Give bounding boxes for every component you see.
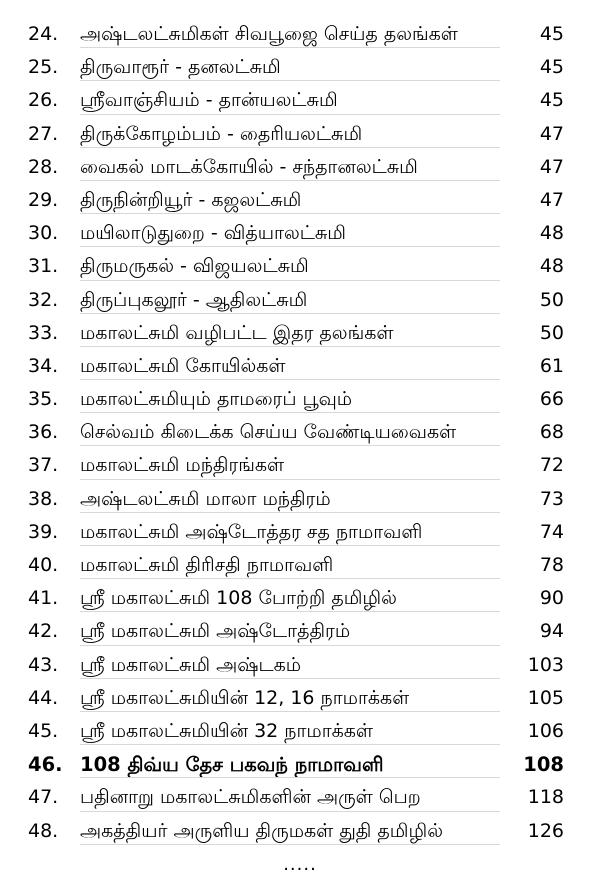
entry-number: 25. <box>28 56 59 79</box>
entry-page-number: 118 <box>527 786 564 809</box>
entry-title: வைகல் மாடக்கோயில் - சந்தானலட்சுமி <box>80 155 418 178</box>
toc-entry-31 <box>0 250 600 283</box>
entry-page-number: 47 <box>539 122 564 145</box>
entry-number: 47. <box>28 786 59 809</box>
entry-page-number: 126 <box>527 819 564 842</box>
entry-page-number: 66 <box>539 388 564 411</box>
toc-entry-38 <box>0 483 600 516</box>
entry-number: 34. <box>28 354 59 377</box>
entry-title: ஸ்ரீ மகாலட்சுமி அஷ்டோத்திரம் <box>80 620 351 643</box>
entry-number: 48. <box>28 819 59 842</box>
toc-entry-40 <box>0 549 600 582</box>
toc-entry-47 <box>0 781 600 814</box>
entry-title: திருக்கோழம்பம் - தைரியலட்சுமி <box>80 122 363 145</box>
entry-number: 29. <box>28 188 59 211</box>
entry-number: 33. <box>28 321 59 344</box>
toc-entry-44 <box>0 682 600 715</box>
table-of-contents <box>0 18 600 848</box>
entry-title: மயிலாடுதுறை - வித்யாலட்சுமி <box>80 222 346 245</box>
entry-title: பதினாறு மகாலட்சுமிகளின் அருள் பெற <box>80 786 421 809</box>
toc-entry-46 <box>0 748 600 781</box>
toc-entry-45 <box>0 715 600 748</box>
toc-entry-30 <box>0 217 600 250</box>
entry-page-number: 72 <box>539 454 564 477</box>
entry-number: 41. <box>28 587 59 610</box>
entry-number: 43. <box>28 653 59 676</box>
toc-entry-34 <box>0 350 600 383</box>
entry-number: 36. <box>28 421 59 444</box>
entry-title: மகாலட்சுமி திரிசதி நாமாவளி <box>80 554 334 576</box>
entry-title: ஸ்ரீ மகாலட்சுமியின் 32 நாமாக்கள் <box>80 719 374 742</box>
entry-title: செல்வம் கிடைக்க செய்ய வேண்டியவைகள் <box>80 421 457 444</box>
entry-number: 24. <box>28 23 59 45</box>
entry-page-number: 47 <box>539 155 564 178</box>
toc-entry-41 <box>0 582 600 615</box>
toc-entry-48 <box>0 815 600 848</box>
entry-title: திருவாரூர் - தனலட்சுமி <box>80 56 281 79</box>
continuation-ellipsis: ..... <box>283 854 317 875</box>
entry-number: 46. <box>28 753 63 777</box>
entry-number: 26. <box>28 89 59 112</box>
entry-page-number: 45 <box>539 56 564 79</box>
toc-entry-26 <box>0 84 600 117</box>
entry-title: மகாலட்சுமி மந்திரங்கள் <box>80 454 285 477</box>
toc-entry-24 <box>0 18 600 51</box>
entry-page-number: 47 <box>539 188 564 211</box>
toc-entry-35 <box>0 383 600 416</box>
entry-title: அஷ்டலட்சுமிகள் சிவபூஜை செய்த தலங்கள் <box>80 23 458 45</box>
entry-number: 35. <box>28 388 59 411</box>
entry-page-number: 103 <box>527 653 564 676</box>
entry-number: 39. <box>28 520 59 543</box>
toc-entry-33 <box>0 317 600 350</box>
entry-title: அகத்தியர் அருளிய திருமகள் துதி தமிழில் <box>80 819 443 842</box>
entry-page-number: 78 <box>539 554 564 576</box>
toc-entry-25 <box>0 51 600 84</box>
toc-entry-29 <box>0 184 600 217</box>
toc-entry-36 <box>0 416 600 449</box>
toc-entry-32 <box>0 284 600 317</box>
entry-title: மகாலட்சுமி வழிபட்ட இதர தலங்கள் <box>80 321 394 344</box>
entry-title: அஷ்டலட்சுமி மாலா மந்திரம் <box>80 487 331 510</box>
entry-number: 37. <box>28 454 59 477</box>
entry-title: ஸ்ரீவாஞ்சியம் - தான்யலட்சுமி <box>80 89 338 112</box>
entry-number: 45. <box>28 719 59 742</box>
entry-page-number: 94 <box>539 620 564 643</box>
entry-title: மகாலட்சுமி கோயில்கள் <box>80 354 286 377</box>
entry-page-number: 74 <box>539 520 564 543</box>
entry-number: 31. <box>28 255 59 278</box>
entry-title: மகாலட்சுமியும் தாமரைப் பூவும் <box>80 388 353 411</box>
entry-title: ஸ்ரீ மகாலட்சுமி 108 போற்றி தமிழில் <box>80 587 397 610</box>
entry-number: 27. <box>28 122 59 145</box>
entry-page-number: 90 <box>539 587 564 610</box>
entry-page-number: 68 <box>539 421 564 444</box>
entry-title: திருமருகல் - விஜயலட்சுமி <box>80 255 309 278</box>
entry-number: 32. <box>28 288 59 311</box>
entry-page-number: 108 <box>523 753 564 777</box>
entry-title: திருப்புகலூர் - ஆதிலட்சுமி <box>80 288 308 311</box>
entry-page-number: 50 <box>539 288 564 311</box>
entry-page-number: 48 <box>539 222 564 245</box>
entry-title: மகாலட்சுமி அஷ்டோத்தர சத நாமாவளி <box>80 520 423 543</box>
entry-number: 30. <box>28 222 59 245</box>
entry-page-number: 48 <box>539 255 564 278</box>
entry-page-number: 106 <box>527 719 564 742</box>
entry-page-number: 45 <box>539 89 564 112</box>
entry-title: திருநின்றியூர் - கஜலட்சுமி <box>80 188 302 211</box>
entry-page-number: 50 <box>539 321 564 344</box>
toc-entry-39 <box>0 516 600 549</box>
entry-title: 108 திவ்ய தேச பகவந் நாமாவளி <box>80 753 384 777</box>
toc-entry-43 <box>0 649 600 682</box>
toc-entry-27 <box>0 118 600 151</box>
entry-number: 40. <box>28 554 59 576</box>
toc-entry-28 <box>0 151 600 184</box>
entry-title: ஸ்ரீ மகாலட்சுமியின் 12, 16 நாமாக்கள் <box>80 686 410 709</box>
toc-entry-42 <box>0 615 600 648</box>
entry-number: 44. <box>28 686 59 709</box>
entry-number: 42. <box>28 620 59 643</box>
entry-page-number: 73 <box>539 487 564 510</box>
entry-page-number: 61 <box>539 354 564 377</box>
entry-page-number: 45 <box>539 23 564 45</box>
entry-number: 28. <box>28 155 59 178</box>
entry-title: ஸ்ரீ மகாலட்சுமி அஷ்டகம் <box>80 653 302 676</box>
entry-page-number: 105 <box>527 686 564 709</box>
toc-entry-37 <box>0 449 600 482</box>
entry-number: 38. <box>28 487 59 510</box>
